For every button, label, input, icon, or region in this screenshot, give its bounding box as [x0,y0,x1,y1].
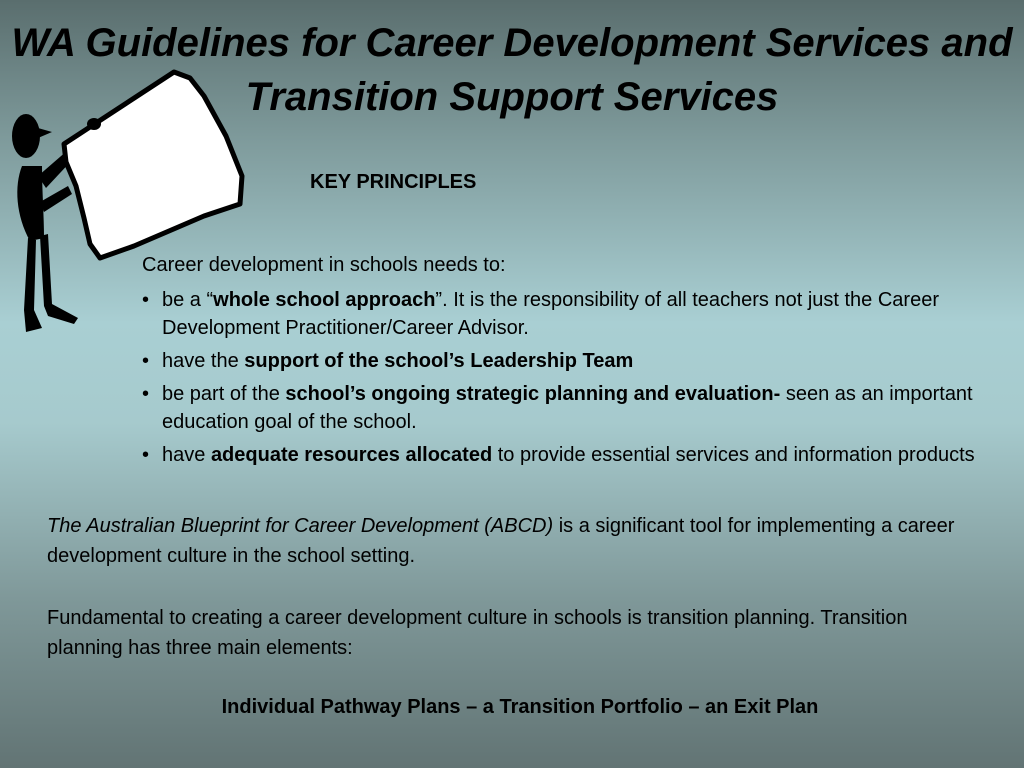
slide-title: WA Guidelines for Career Development Services and Transition Support Services [11,21,1013,119]
list-item [142,380,1012,436]
list-item-emphasis: support of the school’s Leadership Team [244,350,634,372]
closing-statement: Individual Pathway Plans – a Transition Portfolio – an Exit Plan [221,696,819,718]
transition-paragraph: Fundamental to creating a career development culture in schools is transition planning. Transition planning has three main elements: [47,607,908,659]
list-item-text: ”. It is the responsibility of all teachers not just the Career Development Practitioner/Career Advisor. [162,289,939,339]
bullet-icon: • [142,289,150,311]
abcd-paragraph [47,511,987,571]
list-item [142,286,1012,342]
list-item [142,441,1012,469]
intro-text: Career development in schools needs to: [142,254,506,276]
list-item-emphasis: school’s ongoing strategic planning and evaluation- [285,383,781,405]
abcd-title: The Australian Blueprint for Career Development (ABCD) [47,515,554,537]
abcd-paragraph-text: is a significant tool for implementing a career development culture in the school setting. [47,515,955,567]
bullet-icon: • [142,350,150,372]
list-item [142,347,1012,375]
list-item-text: have the [162,350,245,372]
list-item-text: seen as an important education goal of the school. [162,383,973,433]
list-item-text: to provide essential services and information products [492,444,975,466]
list-item-emphasis: adequate resources allocated [210,444,493,466]
key-principles-heading: KEY PRINCIPLES [310,171,477,193]
list-item-text: have [162,444,211,466]
principles-list [142,286,1012,474]
list-item-emphasis: whole school approach [213,289,436,311]
list-item-text: be a “ [162,289,214,311]
bullet-icon: • [142,383,150,405]
list-item-text: be part of the [162,383,286,405]
bullet-icon: • [142,444,150,466]
